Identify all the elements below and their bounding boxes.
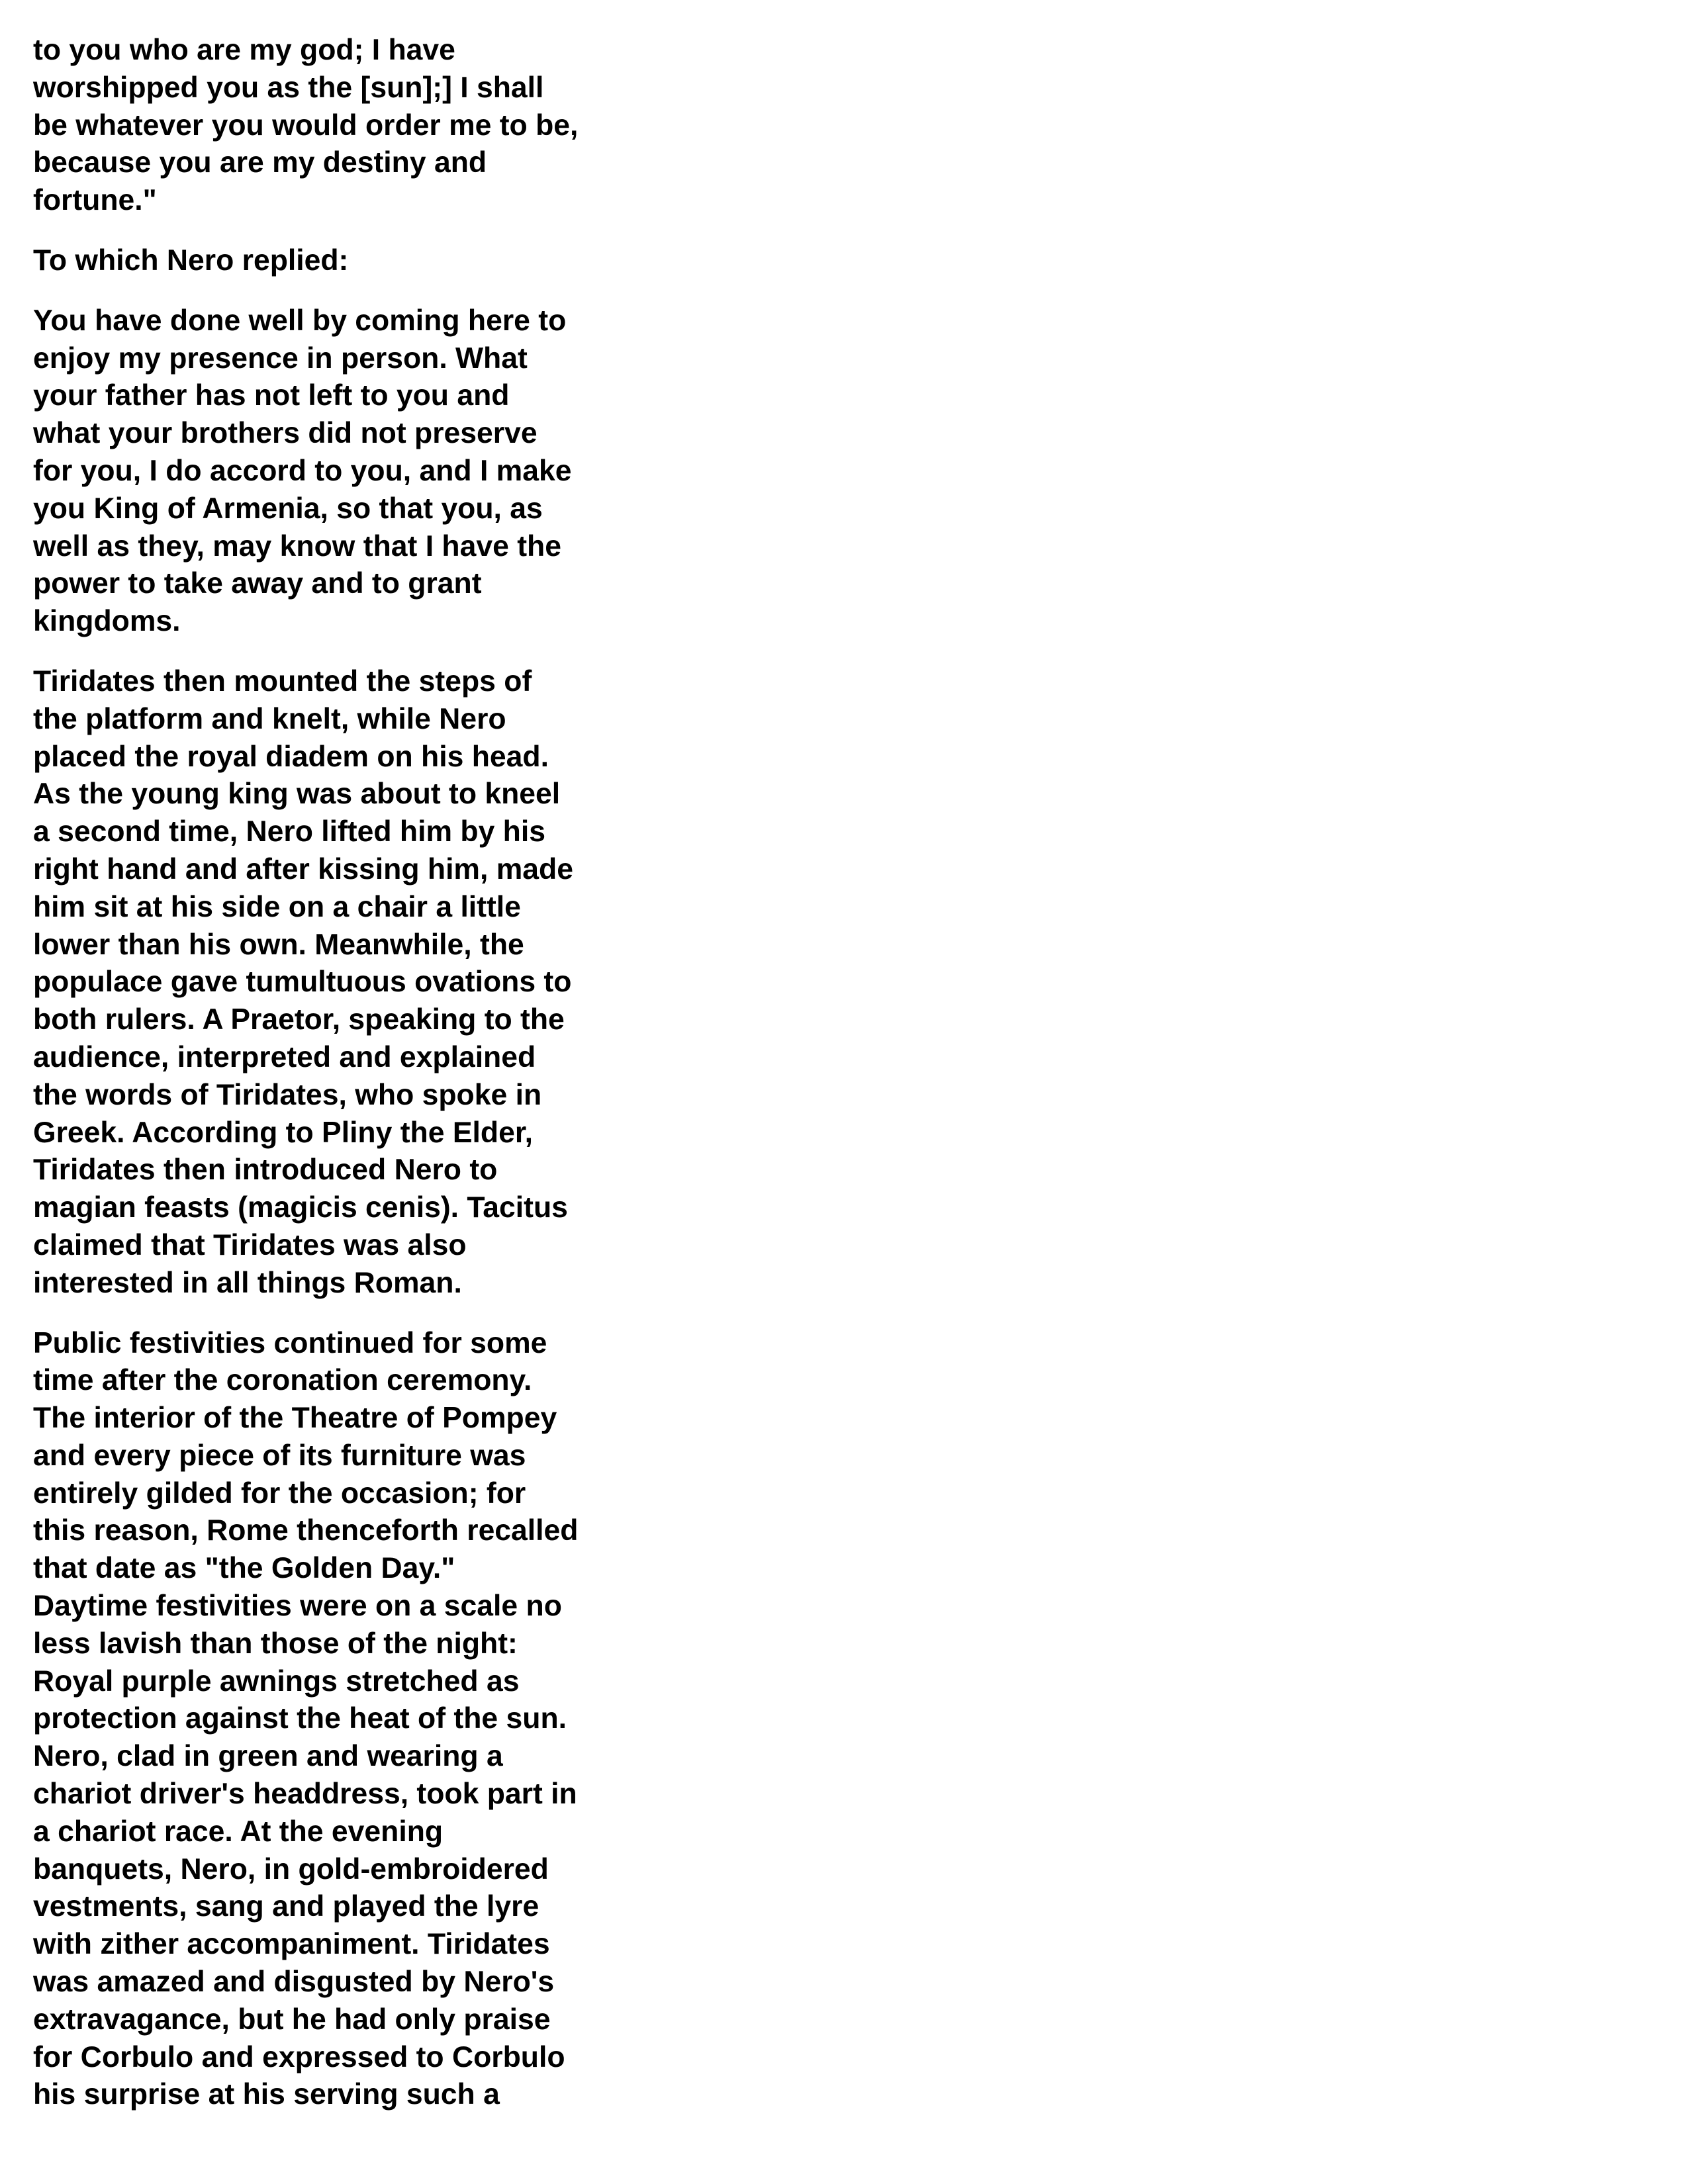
paragraph-2 — [33, 242, 629, 280]
text-line: for you, I do accord to you, and I make — [33, 454, 572, 487]
text-line: both rulers. A Praetor, speaking to the — [33, 1003, 565, 1036]
text-line: the platform and knelt, while Nero — [33, 702, 506, 735]
text-line: right hand and after kissing him, made — [33, 852, 573, 886]
text-line: vestments, sang and played the lyre — [33, 1890, 539, 1923]
text-line: kingdoms. — [33, 605, 181, 638]
text-line: magian feasts (magicis cenis). Tacitus — [33, 1191, 568, 1224]
text-line: populace gave tumultuous ovations to — [33, 966, 572, 999]
paragraph-3 — [33, 302, 629, 641]
text-line: less lavish than those of the night: — [33, 1627, 518, 1660]
text-line: As the young king was about to kneel — [33, 778, 561, 811]
text-line: extravagance, but he had only praise — [33, 2003, 551, 2036]
text-line: The interior of the Theatre of Pompey — [33, 1402, 557, 1435]
document-page — [33, 32, 629, 2136]
text-line: You have done well by coming here to — [33, 304, 567, 337]
text-line: your father has not left to you and — [33, 379, 510, 412]
text-line: placed the royal diadem on his head. — [33, 740, 549, 773]
text-line: protection against the heat of the sun. — [33, 1702, 567, 1735]
text-line: a second time, Nero lifted him by his — [33, 815, 545, 848]
text-line: audience, interpreted and explained — [33, 1040, 536, 1073]
paragraph-1 — [33, 32, 629, 220]
text-line: his surprise at his serving such a — [33, 2078, 500, 2111]
text-line: fortune." — [33, 184, 157, 217]
text-line: Royal purple awnings stretched as — [33, 1664, 520, 1698]
text-line: Daytime festivities were on a scale no — [33, 1590, 562, 1623]
text-line: what your brothers did not preserve — [33, 417, 538, 450]
text-line: power to take away and to grant — [33, 567, 482, 600]
text-line: that date as "the Golden Day." — [33, 1552, 455, 1585]
text-line: claimed that Tiridates was also — [33, 1228, 467, 1261]
text-line: was amazed and disgusted by Nero's — [33, 1966, 555, 1999]
text-line: Greek. According to Pliny the Elder, — [33, 1116, 534, 1149]
text-line: with zither accompaniment. Tiridates — [33, 1928, 550, 1961]
paragraph-5 — [33, 1325, 629, 2115]
text-line: be whatever you would order me to be, — [33, 109, 579, 142]
text-line: lower than his own. Meanwhile, the — [33, 928, 524, 961]
text-line: you King of Armenia, so that you, as — [33, 492, 543, 525]
text-line: because you are my destiny and — [33, 146, 487, 179]
text-line: time after the coronation ceremony. — [33, 1364, 532, 1397]
text-line: to you who are my god; I have — [33, 34, 455, 66]
text-line: Tiridates then mounted the steps of — [33, 664, 532, 698]
text-line: for Corbulo and expressed to Corbulo — [33, 2040, 565, 2073]
text-line: and every piece of its furniture was — [33, 1439, 526, 1472]
text-line: the words of Tiridates, who spoke in — [33, 1078, 542, 1111]
text-line: well as they, may know that I have the — [33, 529, 561, 563]
text-line: banquets, Nero, in gold-embroidered — [33, 1852, 549, 1886]
text-line: Tiridates then introduced Nero to — [33, 1154, 498, 1187]
text-line: interested in all things Roman. — [33, 1266, 462, 1299]
text-line: worshipped you as the [sun];] I shall — [33, 71, 544, 104]
text-line: a chariot race. At the evening — [33, 1815, 444, 1848]
text-line: Public festivities continued for some — [33, 1326, 547, 1359]
paragraph-4 — [33, 663, 629, 1302]
text-line: To which Nero replied: — [33, 244, 349, 277]
text-line: this reason, Rome thenceforth recalled — [33, 1514, 579, 1547]
text-line: enjoy my presence in person. What — [33, 341, 528, 375]
text-line: chariot driver's headdress, took part in — [33, 1778, 577, 1811]
text-line: Nero, clad in green and wearing a — [33, 1740, 503, 1773]
text-line: him sit at his side on a chair a little — [33, 890, 521, 923]
text-line: entirely gilded for the occasion; for — [33, 1477, 526, 1510]
